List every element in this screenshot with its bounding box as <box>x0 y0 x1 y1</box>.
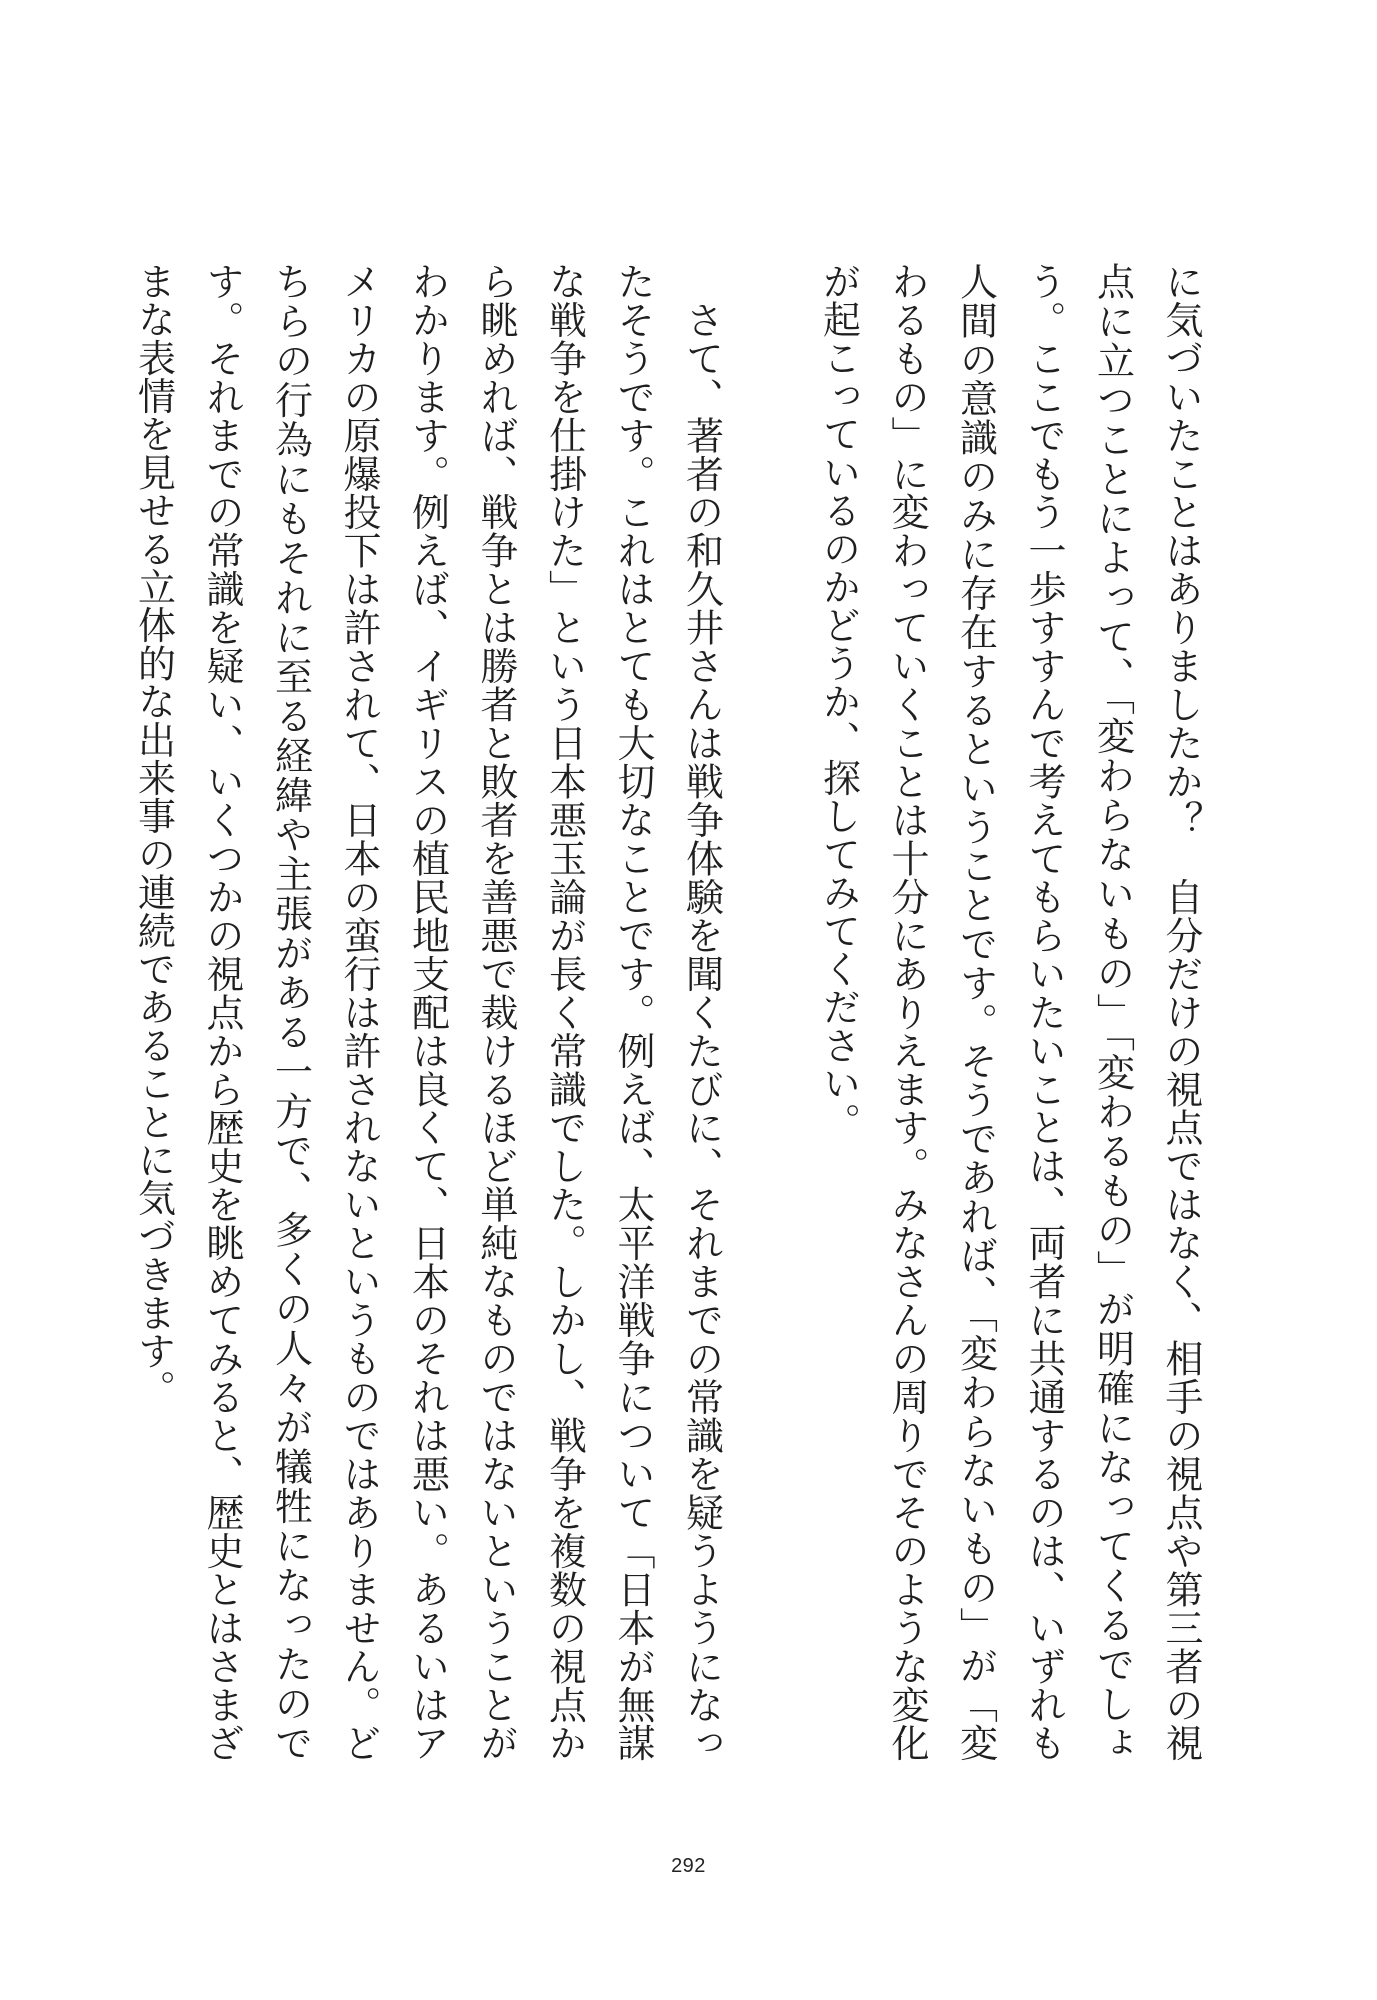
page-number: 292 <box>671 1855 706 1877</box>
paragraph-1: に気づいたことはありましたか？ 自分だけの視点ではなく、相手の視点や第三者の視点に立つことによって、「変わらないもの」「変わるもの」が明確になってくるでしょう。ここでもう一歩すすんで考えてもらいたいことは、両者に共通するのは、いずれも人間の意識のみに存在するということです。そうであれば、「変わらないもの」が「変わるもの」に変わっていくことは十分にありえます。みなさんの周りでそのような変化が起こっているのかどうか、探してみてください。 <box>816 262 1203 1762</box>
body-text <box>119 262 1215 1762</box>
paragraph-2: さて、著者の和久井さんは戦争体験を聞くたびに、それまでの常識を疑うようになったそうです。これはとても大切なことです。例えば、太平洋戦争について「日本が無謀な戦争を仕掛けた」という日本悪玉論が長く常識でした。しかし、戦争を複数の視点から眺めれば、戦争とは勝者と敗者を善悪で裁けるほど単純なものではないということがわかります。例えば、イギリスの植民地支配は良くて、日本のそれは悪い。あるいはアメリカの原爆投下は許されて、日本の蛮行は許されないというものではありません。どちらの行為にもそれに至る経緯や主張がある一方で、多くの人々が犠牲になったのです。それまでの常識を疑い、いくつかの視点から歴史を眺めてみると、歴史とはさまざまな表情を見せる立体的な出来事の連続であることに気づきます。 <box>131 262 724 1762</box>
